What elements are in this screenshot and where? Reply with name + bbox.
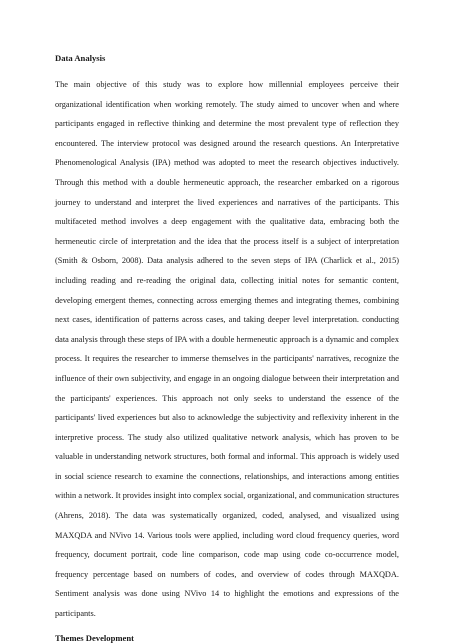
body-paragraph: The main objective of this study was to explore how millennial employees perceive their organizational identification when working remotely. The study aimed to uncover when and where participants engaged in reflective thinking and determine the most prevalent type of reflection they encountered. The interview protocol was designed around the research questions. An Interpretative Phenomenological Analysis (IPA) method was adopted to meet the research objectives inductively. Through this method with a double hermeneutic approach, the researcher embarked on a rigorous journey to understand and interpret the lived experiences and narratives of the participants. This multifaceted method involves a deep engagement with the qualitative data, embracing both the hermeneutic circle of interpretation and the idea that the process itself is a subject of interpretation (Smith & Osborn, 2008). Data analysis adhered to the seven steps of IPA (Charlick et al., 2015) including reading and re-reading the original data, collecting initial notes for semantic content, developing emergent themes, connecting across emerging themes and integrating themes, combining next cases, identification of patterns across cases, and taking deeper level interpretation. conducting data analysis through these steps of IPA with a double hermeneutic approach is a dynamic and complex process. It requires the researcher to immerse themselves in the participants' narratives, recognize the influence of their own subjectivity, and engage in an ongoing dialogue between their interpretation and the participants' experiences. This approach not only seeks to understand the essence of the participants' lived experiences but also to acknowledge the subjectivity and reflexivity inherent in the interpretive process. The study also utilized qualitative network analysis, which has proven to be valuable in understanding network structures, both formal and informal. This approach is widely used in social science research to examine the connections, relationships, and interactions among entities within a network. It provides insight into complex social, organizational, and communication structures (Ahrens, 2018). The data was systematically organized, coded, analysed, and visualized using MAXQDA and NVivo 14. Various tools were applied, including word cloud frequency queries, word frequency, document portrait, code line comparison, code map using code co-occurrence model, frequency percentage based on numbers of codes, and overview of codes through MAXQDA. Sentiment analysis was done using NVivo 14 to highlight the emotions and expressions of the participants. bbox=[55, 80, 399, 619]
page-content bbox=[55, 52, 399, 644]
section-heading-themes-development: Themes Development bbox=[55, 632, 135, 643]
section-heading-data-analysis: Data Analysis bbox=[55, 53, 106, 63]
